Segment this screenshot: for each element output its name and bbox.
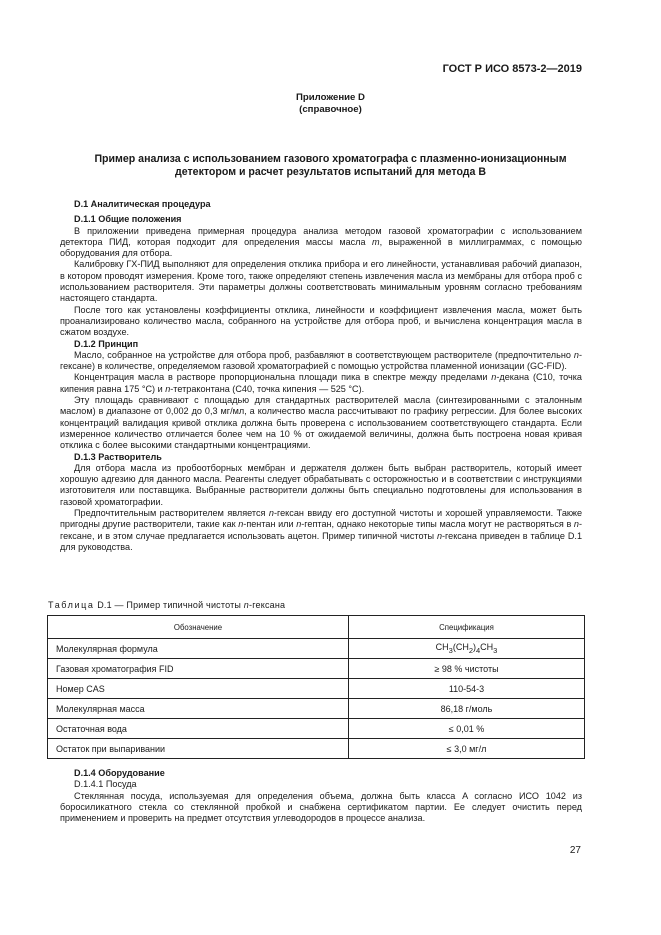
- table-cell: 110-54-3: [349, 679, 585, 699]
- document-title-line-2: детектором и расчет результатов испытаний для метода B: [175, 166, 486, 178]
- section-heading: D.1 Аналитическая процедура: [74, 199, 211, 209]
- table-row: [48, 639, 585, 659]
- paragraph: Стеклянная посуда, используемая для определения объема, должна быть класса A согласно ИСО 1042 из боросиликатного стекла со стеклянной пробкой и снабжена сертификатом партии. Ее следует очистить перед применением и проверить на предмет отсутствия углеводородов в процессе анализа.: [60, 790, 582, 824]
- paragraph: После того как установлены коэффициенты отклика, линейности и коэффициент извлечения масла, может быть проанализировано количество масла, собранного на устройстве для отбора проб, и вычислена концентрация масла в сжатом воздухе.: [60, 304, 582, 338]
- paragraph: Масло, собранное на устройстве для отбора проб, разбавляют в соответствующем растворителе (предпочтительно n-гексане) в количестве, определяемом газовой хроматографией с помощью устройства пламенной ионизации (GC-FID).: [60, 349, 582, 372]
- column-header: Обозначение: [48, 616, 349, 639]
- table-caption: Таблица D.1 — Пример типичной чистоты n-гексана: [48, 600, 286, 610]
- table-header-row: [48, 616, 585, 639]
- paragraph: Эту площадь сравнивают с площадью для стандартных растворителей масла (синтезированными с эталонным маслом) в диапазоне от 0,002 до 0,3 мг/мл, а количество масла рассчитывают по графику регрессии. Для более высоких концентраций валидация кривой отклика должна быть проверена с использованием соответствующего стандарта. Если измеренное количество отличается более чем на 10 % от ожидаемой величины, должна быть построена новая кривая отклика с более высокими стандартными концентрациями.: [60, 395, 582, 451]
- table-cell: Остаточная вода: [48, 719, 349, 739]
- page-number: 27: [569, 845, 581, 856]
- table-row: [48, 739, 585, 759]
- main-text: [60, 199, 582, 553]
- subsection-heading: D.1.2 Принцип: [74, 338, 139, 349]
- standard-number: ГОСТ Р ИСО 8573-2—2019: [442, 63, 582, 75]
- table-row: [48, 719, 585, 739]
- table-cell: 86,18 г/моль: [349, 699, 585, 719]
- subsection-heading: D.1.4 Оборудование: [74, 768, 165, 778]
- table-cell: ≥ 98 % чистоты: [349, 659, 585, 679]
- subsection-heading: D.1.3 Растворитель: [74, 451, 162, 462]
- column-header: Спецификация: [349, 616, 585, 639]
- annex-subtitle: (справочное): [299, 104, 362, 115]
- table-row: [48, 659, 585, 679]
- table-cell-formula: $CH_3(CH_2)_4CH_3$: [349, 639, 585, 659]
- paragraph: Концентрация масла в растворе пропорциональна площади пика в спектре между пределами n-декана (C10, точка кипения равна 175 °C) и n-тетраконтана (C40, точка кипения — 525 °C).: [60, 372, 582, 394]
- paragraph: Предпочтительным растворителем является n-гексан ввиду его доступной чистоты и хорошей управляемости. Также пригодны другие растворители, такие как n-пентан или n-гептан, однако некоторые типы масла могут не растворяться в n-гексане, и в этом случае предлагается использовать ацетон. Пример типичной чистоты n-гексана приведен в таблице D.1 для руководства.: [60, 508, 583, 552]
- paragraph: Калибровку ГХ-ПИД выполняют для определения отклика прибора и его линейности, устанавливая рабочий диапазон, в котором проводят измерения. Кроме того, также определяют степень извлечения масла из мембраны для отбора проб с использованием растворителя. Эти параметры должны соответствовать минимальным уровням согласно требованиям настоящего стандарта.: [60, 259, 582, 304]
- subsection-heading: D.1.1 Общие положения: [74, 214, 182, 225]
- document-title: [60, 153, 601, 179]
- purity-table: [47, 615, 585, 759]
- table-cell: Молекулярная формула: [48, 639, 349, 659]
- table-cell: Молекулярная масса: [48, 699, 349, 719]
- table-cell: ≤ 0,01 %: [349, 719, 585, 739]
- table-row: [48, 679, 585, 699]
- main-text-continued: [60, 768, 582, 824]
- annex-title: Приложение D: [296, 92, 365, 103]
- paragraph: В приложении приведена примерная процедура анализа методом газовой хроматографии с использованием детектора ПИД, которая подходит для определения массы масла m, выраженной в миллиграммах, с помощью оборудования для отбора.: [60, 225, 582, 259]
- table-cell: Остаток при выпаривании: [48, 739, 349, 759]
- table-cell: ≤ 3,0 мг/л: [349, 739, 585, 759]
- paragraph: Для отбора масла из пробоотборных мембран и держателя должен быть выбран растворитель, который имеет хорошую адгезию для данного масла. Реагенты следует обрабатывать с осторожностью и в соответствии с инструкциями изготовителя или поставщика. Выбранные растворители должны быть специально подготовлены для использования в газовой хроматографии.: [60, 462, 582, 507]
- table-cell: Газовая хроматография FID: [48, 659, 349, 679]
- subsection-heading: D.1.4.1 Посуда: [74, 779, 137, 790]
- table-row: [48, 699, 585, 719]
- table-cell: Номер CAS: [48, 679, 349, 699]
- document-title-line-1: Пример анализа с использованием газового хроматографа с плазменно-ионизационным: [94, 153, 567, 165]
